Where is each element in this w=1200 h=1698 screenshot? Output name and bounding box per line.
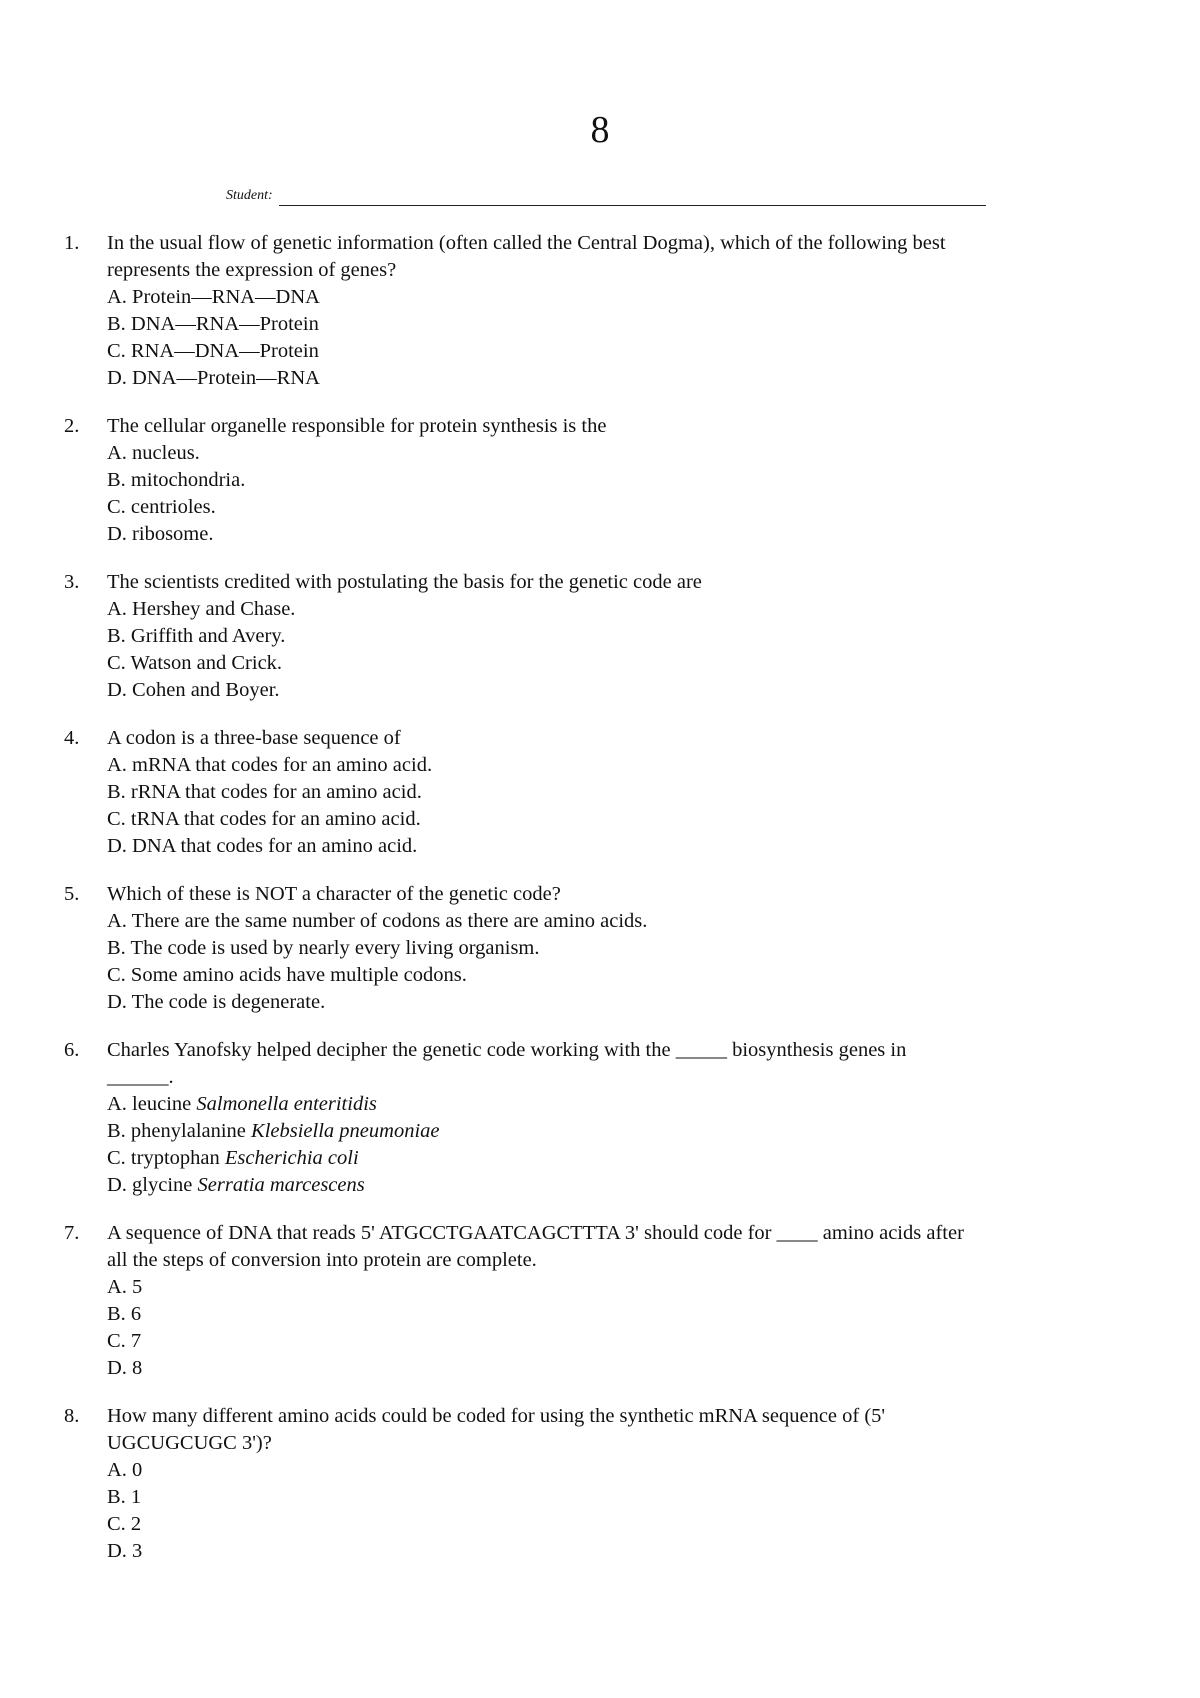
question-number: 7. — [64, 1222, 80, 1244]
question-8 — [60, 1403, 1150, 1565]
question-number: 5. — [64, 883, 80, 905]
question-stem: A sequence of DNA that reads 5' ATGCCTGAATCAGCTTTA 3' should code for ____ amino acids after — [107, 1222, 964, 1244]
option-b[interactable]: B. mitochondria. — [107, 469, 246, 491]
option-a[interactable]: A. Hershey and Chase. — [107, 598, 296, 620]
question-7 — [60, 1220, 1150, 1382]
question-stem: The scientists credited with postulating the basis for the genetic code are — [107, 571, 702, 593]
species-name: Serratia marcescens — [197, 1174, 365, 1196]
option-d[interactable]: D. DNA that codes for an amino acid. — [107, 835, 418, 857]
option-a[interactable] — [107, 1091, 1150, 1118]
option-d[interactable]: D. Cohen and Boyer. — [107, 679, 280, 701]
student-name-line[interactable] — [279, 191, 986, 206]
student-label: Student: — [226, 188, 273, 203]
species-name: Salmonella enteritidis — [196, 1093, 377, 1115]
question-number: 6. — [64, 1039, 80, 1061]
option-d[interactable]: D. ribosome. — [107, 523, 214, 545]
option-c[interactable]: C. centrioles. — [107, 496, 216, 518]
question-stem: The cellular organelle responsible for protein synthesis is the — [107, 415, 607, 437]
option-a[interactable]: A. Protein—RNA—DNA — [107, 286, 320, 308]
question-stem-continued: UGCUGCUGC 3')? — [107, 1432, 272, 1454]
question-1 — [60, 230, 1150, 392]
option-a[interactable]: A. nucleus. — [107, 442, 200, 464]
question-stem: How many different amino acids could be coded for using the synthetic mRNA sequence of (5' — [107, 1405, 886, 1427]
question-5 — [60, 881, 1150, 1016]
option-text: B. phenylalanine — [107, 1120, 252, 1142]
option-d[interactable]: D. 3 — [107, 1540, 143, 1562]
question-6 — [60, 1037, 1150, 1199]
question-stem: Charles Yanofsky helped decipher the genetic code working with the _____ biosynthesis genes in — [107, 1039, 907, 1061]
species-name: Escherichia coli — [224, 1147, 359, 1169]
option-a[interactable]: A. 0 — [107, 1459, 143, 1481]
option-c[interactable] — [107, 1145, 1150, 1172]
question-number: 1. — [64, 232, 80, 254]
question-stem-continued: all the steps of conversion into protein are complete. — [107, 1249, 537, 1271]
option-d[interactable] — [107, 1172, 1150, 1199]
option-c[interactable]: C. Watson and Crick. — [107, 652, 283, 674]
question-4 — [60, 725, 1150, 860]
option-b[interactable]: B. DNA—RNA—Protein — [107, 313, 319, 335]
student-name-field[interactable] — [226, 186, 986, 206]
chapter-number: 8 — [590, 109, 610, 151]
question-stem-continued: ______. — [107, 1066, 174, 1088]
question-stem: Which of these is NOT a character of the genetic code? — [107, 883, 561, 905]
question-number: 8. — [64, 1405, 80, 1427]
option-b[interactable]: B. The code is used by nearly every living organism. — [107, 937, 540, 959]
option-d[interactable]: D. 8 — [107, 1357, 143, 1379]
question-2 — [60, 413, 1150, 548]
option-b[interactable] — [107, 1118, 1150, 1145]
species-name: Klebsiella pneumoniae — [251, 1120, 440, 1142]
option-b[interactable]: B. 6 — [107, 1303, 142, 1325]
question-number: 2. — [64, 415, 80, 437]
question-stem: A codon is a three-base sequence of — [107, 727, 401, 749]
option-text: A. leucine — [107, 1093, 197, 1115]
option-c[interactable]: C. tRNA that codes for an amino acid. — [107, 808, 421, 830]
question-stem: In the usual flow of genetic information (often called the Central Dogma), which of the following best — [107, 232, 946, 254]
option-a[interactable]: A. mRNA that codes for an amino acid. — [107, 754, 433, 776]
question-3 — [60, 569, 1150, 704]
option-a[interactable]: A. 5 — [107, 1276, 143, 1298]
question-number: 4. — [64, 727, 80, 749]
option-b[interactable]: B. Griffith and Avery. — [107, 625, 286, 647]
option-text: D. glycine — [107, 1174, 198, 1196]
option-d[interactable]: D. The code is degenerate. — [107, 991, 326, 1013]
option-d[interactable]: D. DNA—Protein—RNA — [107, 367, 320, 389]
question-stem-continued: represents the expression of genes? — [107, 259, 397, 281]
option-a[interactable]: A. There are the same number of codons as there are amino acids. — [107, 910, 648, 932]
option-c[interactable]: C. Some amino acids have multiple codons. — [107, 964, 467, 986]
option-b[interactable]: B. 1 — [107, 1486, 142, 1508]
option-b[interactable]: B. rRNA that codes for an amino acid. — [107, 781, 422, 803]
option-c[interactable]: C. 2 — [107, 1513, 142, 1535]
option-c[interactable]: C. RNA—DNA—Protein — [107, 340, 319, 362]
question-list — [60, 230, 1150, 1586]
question-number: 3. — [64, 571, 80, 593]
option-text: C. tryptophan — [107, 1147, 225, 1169]
option-c[interactable]: C. 7 — [107, 1330, 142, 1352]
